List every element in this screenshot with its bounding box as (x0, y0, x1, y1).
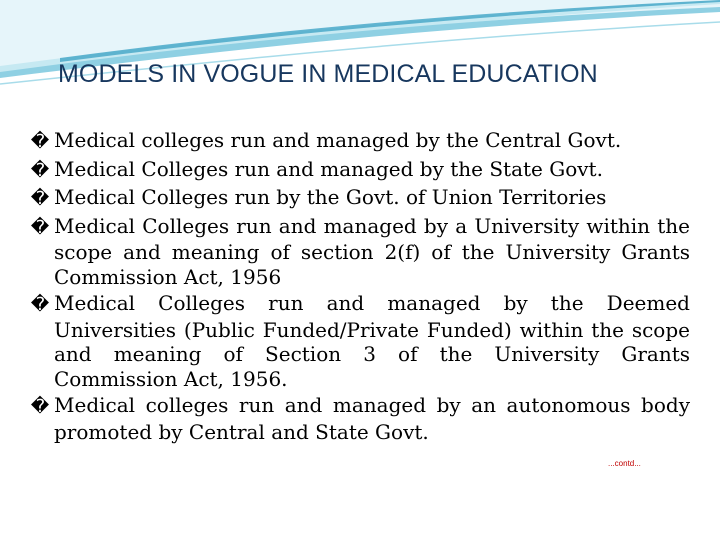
bullet-item (30, 214, 690, 290)
bullet-item (30, 393, 690, 444)
bullet-text: Medical colleges run and managed by the Central Govt. (54, 128, 622, 152)
bullet-text: Medical Colleges run and managed by a University within the scope and meaning of section 2(f) of the University Grants Commission Act, 1956 (54, 213, 690, 289)
bullet-icon: � (30, 216, 50, 238)
bullet-text: Medical Colleges run and managed by the State Govt. (54, 156, 603, 181)
bullet-item (30, 185, 690, 212)
bullet-text: Medical Colleges run by the Govt. of Union Territories (54, 185, 607, 209)
continued-note: ...contd... (608, 459, 641, 468)
bullet-icon: � (30, 396, 50, 417)
slide-title: MODELS IN VOGUE IN MEDICAL EDUCATION (58, 60, 598, 88)
bullet-item (30, 128, 690, 155)
bullet-item (30, 291, 690, 391)
bullet-icon: � (30, 294, 50, 315)
bullet-list (30, 128, 690, 446)
bullet-text: Medical Colleges run and managed by the Deemed Universities (Public Funded/Private Funded) within the scope and meaning of Section 3 of the University Grants Commission Act, 1956. (54, 291, 690, 391)
bullet-item (30, 157, 690, 184)
bullet-icon: � (30, 188, 50, 209)
bullet-icon: � (30, 131, 50, 152)
bullet-text: Medical colleges run and managed by an autonomous body promoted by Central and State Govt. (54, 393, 690, 444)
bullet-icon: � (30, 159, 50, 181)
